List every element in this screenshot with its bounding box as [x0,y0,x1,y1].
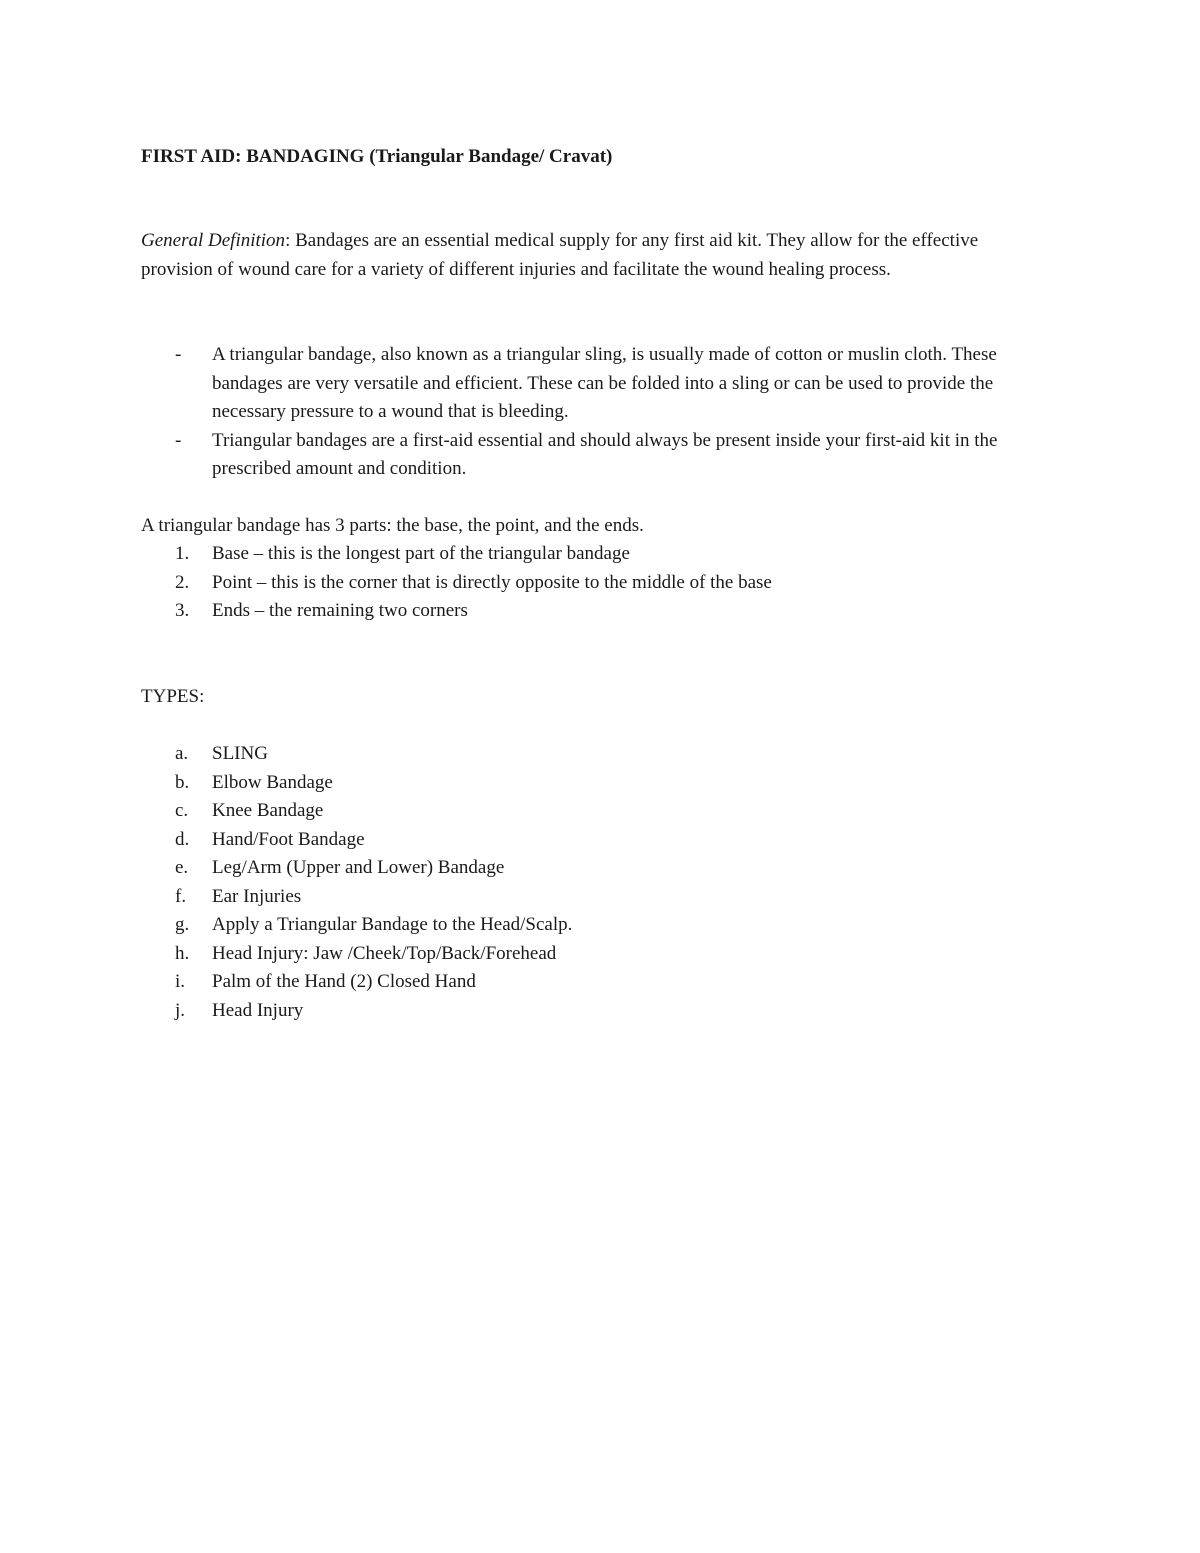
list-item [141,341,1066,427]
document-title: FIRST AID: BANDAGING (Triangular Bandage/ Cravat) [141,146,613,167]
list-item-text: Palm of the Hand (2) Closed Hand [212,971,476,992]
list-letter: g. [175,914,190,935]
list-letter: j. [175,999,186,1021]
list-letter: e. [175,857,189,878]
list-item [141,427,1066,484]
list-item [141,569,772,598]
list-item [141,883,572,912]
list-letter: a. [175,743,189,764]
list-item-text: A triangular bandage, also known as a triangular sling, is usually made of cotton or muslin cloth. These bandages are very versatile and efficient. These can be folded into a sling or can be used to provide the necessary pressure to a wound that is bleeding. [212,344,997,422]
dash-marker: - [175,429,182,451]
list-item-text: Ear Injuries [212,885,302,907]
list-number: 2. [175,571,190,593]
list-item-text: Elbow Bandage [212,771,333,793]
parts-intro: A triangular bandage has 3 parts: the base, the point, and the ends. [141,515,644,536]
list-item [141,940,572,969]
list-item-text: Knee Bandage [212,800,324,821]
list-item-text: SLING [212,743,268,764]
general-definition-paragraph [141,227,1046,284]
list-item-text: Triangular bandages are a first-aid essential and should always be present inside your first-aid kit in the prescribed amount and condition. [212,429,998,479]
list-letter: b. [175,771,190,793]
definition-term: General Definition [141,230,286,251]
list-letter: f. [175,885,187,907]
list-item-text: Head Injury [212,999,304,1021]
list-letter: i. [175,971,186,992]
list-item [141,997,572,1026]
list-item-text: Apply a Triangular Bandage to the Head/Scalp. [212,914,573,935]
bandage-description-list [141,341,1066,484]
list-item-text: Ends – the remaining two corners [212,600,468,621]
dash-marker: - [175,344,182,365]
list-item [141,597,772,626]
list-number: 3. [175,600,190,621]
list-item [141,540,772,569]
list-item [141,968,572,997]
definition-text: : Bandages are an essential medical supply for any first aid kit. They allow for the effective provision of wound care for a variety of different injuries and facilitate the wound healing process. [141,230,979,280]
list-item [141,854,572,883]
list-letter: c. [175,800,189,821]
list-letter: h. [175,942,190,964]
list-item-text: Base – this is the longest part of the triangular bandage [212,543,630,564]
list-item [141,740,572,769]
list-item [141,911,572,940]
list-item [141,797,572,826]
list-number: 1. [175,543,190,564]
list-letter: d. [175,828,190,850]
list-item-text: Leg/Arm (Upper and Lower) Bandage [212,857,505,878]
types-list [141,740,572,1025]
parts-list [141,540,772,626]
list-item [141,826,572,855]
list-item-text: Point – this is the corner that is directly opposite to the middle of the base [212,571,772,593]
list-item-text: Head Injury: Jaw /Cheek/Top/Back/Forehead [212,942,557,964]
list-item [141,769,572,798]
list-item-text: Hand/Foot Bandage [212,828,365,850]
types-heading: TYPES: [141,686,205,707]
